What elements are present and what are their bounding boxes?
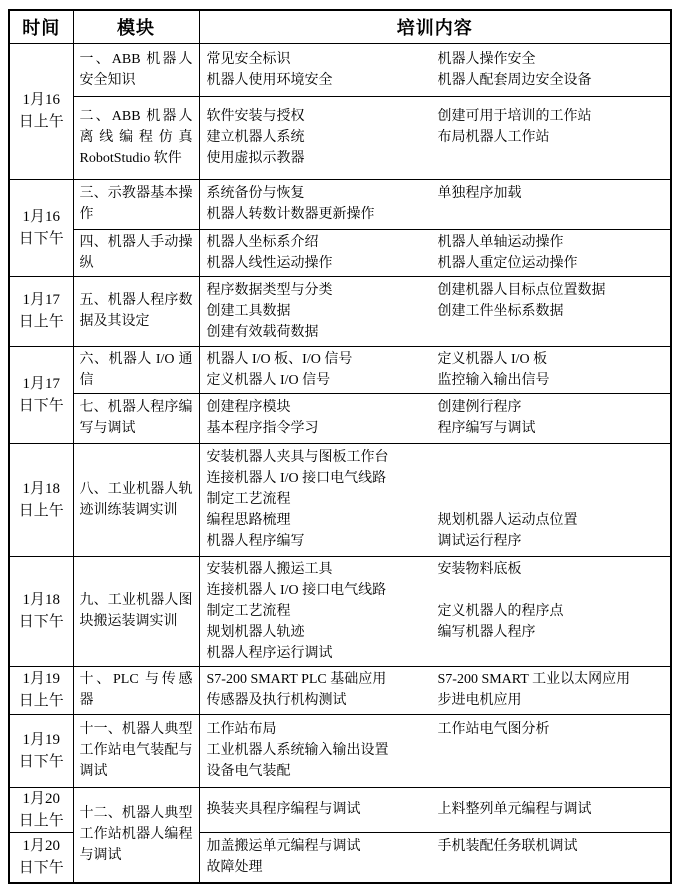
table-row xyxy=(9,556,671,666)
content-item-left: 工作站布局 xyxy=(206,722,277,737)
time-period: 日下午 xyxy=(18,753,64,770)
content-item-right xyxy=(438,643,669,664)
module-cell: 二、ABB 机器人离线编程仿真 RobotStudio 软件 xyxy=(73,96,199,179)
content-item-left: 传感器及执行机构测试 xyxy=(206,693,347,708)
header-time: 时间 xyxy=(9,10,73,43)
content-item-right: 创建工件坐标系数据 xyxy=(437,303,564,319)
time-cell xyxy=(9,714,73,787)
content-line xyxy=(207,301,669,322)
content-line xyxy=(207,232,669,253)
content-line xyxy=(207,183,669,204)
content-line xyxy=(207,799,669,820)
content-cell xyxy=(199,96,671,179)
table-row xyxy=(9,714,671,787)
table-row xyxy=(9,229,671,276)
content-item-left: 软件安装与授权 xyxy=(206,109,305,124)
content-cell xyxy=(199,346,671,393)
content-item-left: 安装机器人夹具与图板工作台 xyxy=(206,450,389,465)
content-cell xyxy=(199,276,671,346)
content-item-left: 制定工艺流程 xyxy=(206,492,291,507)
time-period: 日上午 xyxy=(18,693,64,709)
content-item-left: 机器人程序运行调试 xyxy=(206,645,333,661)
time-date: 1月16 xyxy=(22,208,60,225)
time-cell xyxy=(9,43,73,179)
content-item-right: 创建机器人目标点位置数据 xyxy=(437,282,606,298)
content-line xyxy=(207,836,669,857)
content-item-right xyxy=(438,740,669,761)
module-cell: 八、工业机器人轨迹训练装调实训 xyxy=(73,443,199,556)
time-cell xyxy=(9,443,73,556)
time-cell xyxy=(9,179,73,276)
time-cell xyxy=(9,276,73,346)
module-cell: 五、机器人程序数据及其设定 xyxy=(73,276,199,346)
content-item-right: 规划机器人运动点位置 xyxy=(437,513,578,528)
content-item-left: 定义机器人 I/O 信号 xyxy=(206,372,331,388)
content-item-right: 创建可用于培训的工作站 xyxy=(437,109,592,124)
content-cell xyxy=(199,179,671,229)
module-cell: 七、机器人程序编写与调试 xyxy=(73,393,199,443)
content-item-left: 设备电气装配 xyxy=(206,764,291,779)
content-item-right xyxy=(438,489,669,510)
time-date: 1月16 xyxy=(22,92,60,108)
module-cell: 三、示教器基本操作 xyxy=(73,179,199,229)
content-line xyxy=(207,740,669,761)
time-date: 1月20 xyxy=(22,838,60,855)
content-item-right xyxy=(438,857,669,878)
time-cell xyxy=(9,666,73,714)
content-item-right: 机器人单轴运动操作 xyxy=(437,234,564,250)
time-period: 日上午 xyxy=(18,314,64,330)
content-item-left: 故障处理 xyxy=(206,860,263,876)
content-item-right: 机器人配套周边安全设备 xyxy=(437,72,592,88)
content-item-right: 手机装配任务联机调试 xyxy=(437,839,578,855)
content-item-right: 监控输入输出信号 xyxy=(437,372,550,388)
content-item-right: 定义机器人 I/O 板 xyxy=(437,351,548,367)
table-row xyxy=(9,346,671,393)
table-row xyxy=(9,276,671,346)
content-item-right xyxy=(438,761,669,782)
time-period: 日下午 xyxy=(18,397,64,414)
content-line xyxy=(207,531,669,552)
time-date: 1月19 xyxy=(22,671,60,687)
content-line xyxy=(207,349,669,370)
content-item-right: 机器人重定位运动操作 xyxy=(437,255,578,271)
content-item-left: 安装机器人搬运工具 xyxy=(206,561,333,577)
content-item-left: 换装夹具程序编程与调试 xyxy=(206,802,361,817)
content-item-left: 创建程序模块 xyxy=(206,400,291,415)
content-cell xyxy=(199,832,671,883)
content-line xyxy=(207,447,669,468)
training-schedule xyxy=(8,9,672,884)
content-line xyxy=(207,253,669,274)
content-item-left: 加盖搬运单元编程与调试 xyxy=(206,839,361,855)
content-line xyxy=(207,857,669,878)
content-item-left: 连接机器人 I/O 接口电气线路 xyxy=(206,582,387,598)
time-date: 1月18 xyxy=(22,592,60,608)
content-line xyxy=(207,106,669,127)
content-line xyxy=(207,322,669,343)
content-item-right: 创建例行程序 xyxy=(437,400,522,415)
content-item-left: 使用虚拟示教器 xyxy=(206,151,305,166)
content-line xyxy=(207,489,669,510)
content-line xyxy=(207,49,669,70)
content-line xyxy=(207,559,669,580)
time-period: 日下午 xyxy=(18,230,64,247)
content-item-right: S7-200 SMART 工业以太网应用 xyxy=(437,672,631,687)
table-row xyxy=(9,443,671,556)
content-cell xyxy=(199,43,671,96)
module-cell: 十二、机器人典型工作站机器人编程与调试 xyxy=(73,787,199,883)
content-line xyxy=(207,580,669,601)
content-line xyxy=(207,280,669,301)
time-date: 1月17 xyxy=(22,292,60,308)
header-content: 培训内容 xyxy=(199,10,671,43)
content-line xyxy=(207,622,669,643)
content-item-right: 编写机器人程序 xyxy=(437,624,536,640)
content-item-left: 机器人使用环境安全 xyxy=(206,72,333,88)
content-cell xyxy=(199,443,671,556)
content-line xyxy=(207,370,669,391)
content-item-right xyxy=(438,204,669,225)
content-item-left: 基本程序指令学习 xyxy=(206,421,319,436)
content-cell xyxy=(199,556,671,666)
content-item-right: 单独程序加载 xyxy=(437,186,522,201)
content-line xyxy=(207,669,669,690)
time-cell xyxy=(9,787,73,832)
module-cell: 十一、机器人典型工作站电气装配与调试 xyxy=(73,714,199,787)
table-row xyxy=(9,393,671,443)
content-line xyxy=(207,397,669,418)
content-cell xyxy=(199,229,671,276)
content-item-left: 机器人坐标系介绍 xyxy=(206,234,319,250)
module-cell: 一、ABB 机器人安全知识 xyxy=(73,43,199,96)
content-line xyxy=(207,643,669,664)
content-item-right: 机器人操作安全 xyxy=(437,51,536,67)
content-item-right xyxy=(438,447,669,468)
content-item-right: 布局机器人工作站 xyxy=(437,130,550,145)
time-period: 日上午 xyxy=(18,114,64,130)
table-row xyxy=(9,787,671,832)
content-line xyxy=(207,127,669,148)
content-item-right: 安装物料底板 xyxy=(437,561,522,577)
content-line xyxy=(207,601,669,622)
table-row xyxy=(9,96,671,179)
table-row xyxy=(9,666,671,714)
table-row xyxy=(9,43,671,96)
time-cell xyxy=(9,346,73,443)
time-period: 日上午 xyxy=(18,812,64,829)
content-item-left: 系统备份与恢复 xyxy=(206,186,305,201)
content-item-right: 调试运行程序 xyxy=(437,534,522,549)
content-line xyxy=(207,761,669,782)
module-cell: 十、PLC 与传感器 xyxy=(73,666,199,714)
module-cell: 六、机器人 I/O 通信 xyxy=(73,346,199,393)
content-line xyxy=(207,468,669,489)
time-date: 1月18 xyxy=(22,480,60,497)
content-item-right xyxy=(438,580,669,601)
time-cell xyxy=(9,832,73,883)
time-period: 日下午 xyxy=(18,614,64,630)
table-row xyxy=(9,179,671,229)
content-line xyxy=(207,70,669,91)
content-item-left: 工业机器人系统输入输出设置 xyxy=(206,743,389,758)
content-item-left: 制定工艺流程 xyxy=(206,603,291,619)
module-cell: 四、机器人手动操纵 xyxy=(73,229,199,276)
content-line xyxy=(207,510,669,531)
content-item-right: 步进电机应用 xyxy=(437,693,522,708)
content-item-left: 创建工具数据 xyxy=(206,303,291,319)
content-item-left: 机器人程序编写 xyxy=(206,534,305,549)
time-cell xyxy=(9,556,73,666)
content-line xyxy=(207,719,669,740)
content-item-left: 机器人 I/O 板、I/O 信号 xyxy=(206,351,353,367)
content-item-right: 定义机器人的程序点 xyxy=(437,603,564,619)
content-item-left: 建立机器人系统 xyxy=(206,130,305,145)
header-row xyxy=(9,10,671,43)
content-item-right xyxy=(438,148,669,169)
content-line xyxy=(207,204,669,225)
content-item-left: S7-200 SMART PLC 基础应用 xyxy=(206,672,387,687)
content-item-left: 创建有效载荷数据 xyxy=(206,324,319,340)
content-item-left: 机器人线性运动操作 xyxy=(206,255,333,271)
time-date: 1月20 xyxy=(22,790,60,807)
training-schedule-table xyxy=(8,9,672,884)
content-cell xyxy=(199,787,671,832)
content-line xyxy=(207,690,669,711)
content-item-right: 工作站电气图分析 xyxy=(437,722,550,737)
header-module: 模块 xyxy=(73,10,199,43)
content-item-right: 上料整列单元编程与调试 xyxy=(437,802,592,817)
content-item-left: 机器人转数计数器更新操作 xyxy=(206,207,375,222)
content-item-right xyxy=(438,468,669,489)
content-item-right xyxy=(438,322,669,343)
content-line xyxy=(207,418,669,439)
time-period: 日上午 xyxy=(18,502,64,519)
content-item-right: 程序编写与调试 xyxy=(437,421,536,436)
content-item-left: 常见安全标识 xyxy=(206,51,291,67)
content-cell xyxy=(199,393,671,443)
content-item-left: 连接机器人 I/O 接口电气线路 xyxy=(206,471,387,486)
content-cell xyxy=(199,666,671,714)
content-item-left: 编程思路梳理 xyxy=(206,513,291,528)
content-item-left: 规划机器人轨迹 xyxy=(206,624,305,640)
content-item-left: 程序数据类型与分类 xyxy=(206,282,333,298)
module-cell: 九、工业机器人图块搬运装调实训 xyxy=(73,556,199,666)
time-date: 1月17 xyxy=(22,375,60,392)
content-cell xyxy=(199,714,671,787)
content-line xyxy=(207,148,669,169)
time-date: 1月19 xyxy=(22,731,60,748)
time-period: 日下午 xyxy=(18,860,64,877)
